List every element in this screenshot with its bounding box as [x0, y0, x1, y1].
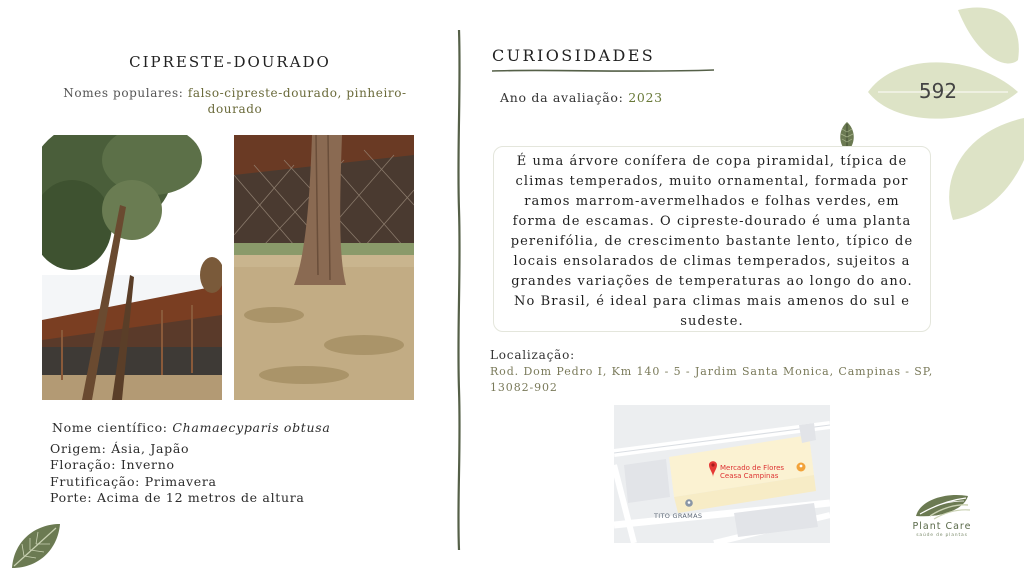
evaluation-year-label: Ano da avaliação:: [500, 90, 624, 105]
scientific-name: [52, 420, 331, 435]
map-secondary-label: TITO GRAMAS: [654, 512, 703, 520]
flowering-value: Inverno: [120, 457, 175, 472]
fruiting: [50, 474, 217, 489]
size: [50, 490, 305, 505]
flowering: [50, 457, 175, 472]
scientific-name-label: Nome científico:: [52, 420, 168, 435]
brand-name: Plant Care: [912, 521, 972, 532]
curiosities-title: CURIOSIDADES: [492, 46, 656, 65]
popular-names-label: Nomes populares:: [63, 86, 184, 100]
brand-tagline: saúde de plantas: [916, 533, 968, 538]
description-box: É uma árvore conífera de copa piramidal, típica de climas temperados, muito ornamental, formada por ramos marrom-avermelhados e folhas verdes, em forma de escamas. O cipreste-dourado é uma planta perenifólia, de crescimento bastante lento, típico de locais ensolarados de climas temperados, sujeitos a grandes variações de temperaturas ao longo do ano. No Brasil, é ideal para climas mais amenos do sul e sudeste.: [493, 146, 931, 332]
fruiting-label: Frutificação:: [50, 474, 141, 489]
size-label: Porte:: [50, 490, 93, 505]
scientific-name-value: Chamaecyparis obtusa: [172, 420, 331, 435]
popular-names-value: falso-cipreste-dourado, pinheiro-dourado: [187, 86, 407, 116]
flowering-label: Floração:: [50, 457, 117, 472]
map-place-line1: Mercado de Flores: [720, 464, 785, 472]
plant-number: 592: [918, 79, 958, 103]
location-address: Rod. Dom Pedro I, Km 140 - 5 - Jardim Santa Monica, Campinas - SP, 13082-902: [490, 365, 934, 394]
location-map[interactable]: [614, 405, 830, 543]
fruiting-value: Primavera: [144, 474, 217, 489]
evaluation-year-value: 2023: [628, 90, 663, 105]
origin: [50, 441, 189, 456]
origin-label: Origem:: [50, 441, 107, 456]
popular-names: [50, 85, 420, 117]
curiosities-underline: [492, 68, 714, 74]
size-value: Acima de 12 metros de altura: [96, 490, 305, 505]
origin-value: Ásia, Japão: [111, 441, 190, 456]
tree-photo-1: [42, 135, 222, 400]
evaluation-year: [500, 90, 663, 105]
plant-title: CIPRESTE-DOURADO: [129, 53, 331, 71]
vertical-divider: [452, 30, 466, 550]
tree-photo-2: [234, 135, 414, 400]
decorative-leaf-bottom-left: [8, 520, 64, 572]
location-label: Localização:: [490, 348, 575, 362]
map-place-line2: Ceasa Campinas: [720, 472, 779, 480]
map-place-name: [720, 464, 784, 480]
